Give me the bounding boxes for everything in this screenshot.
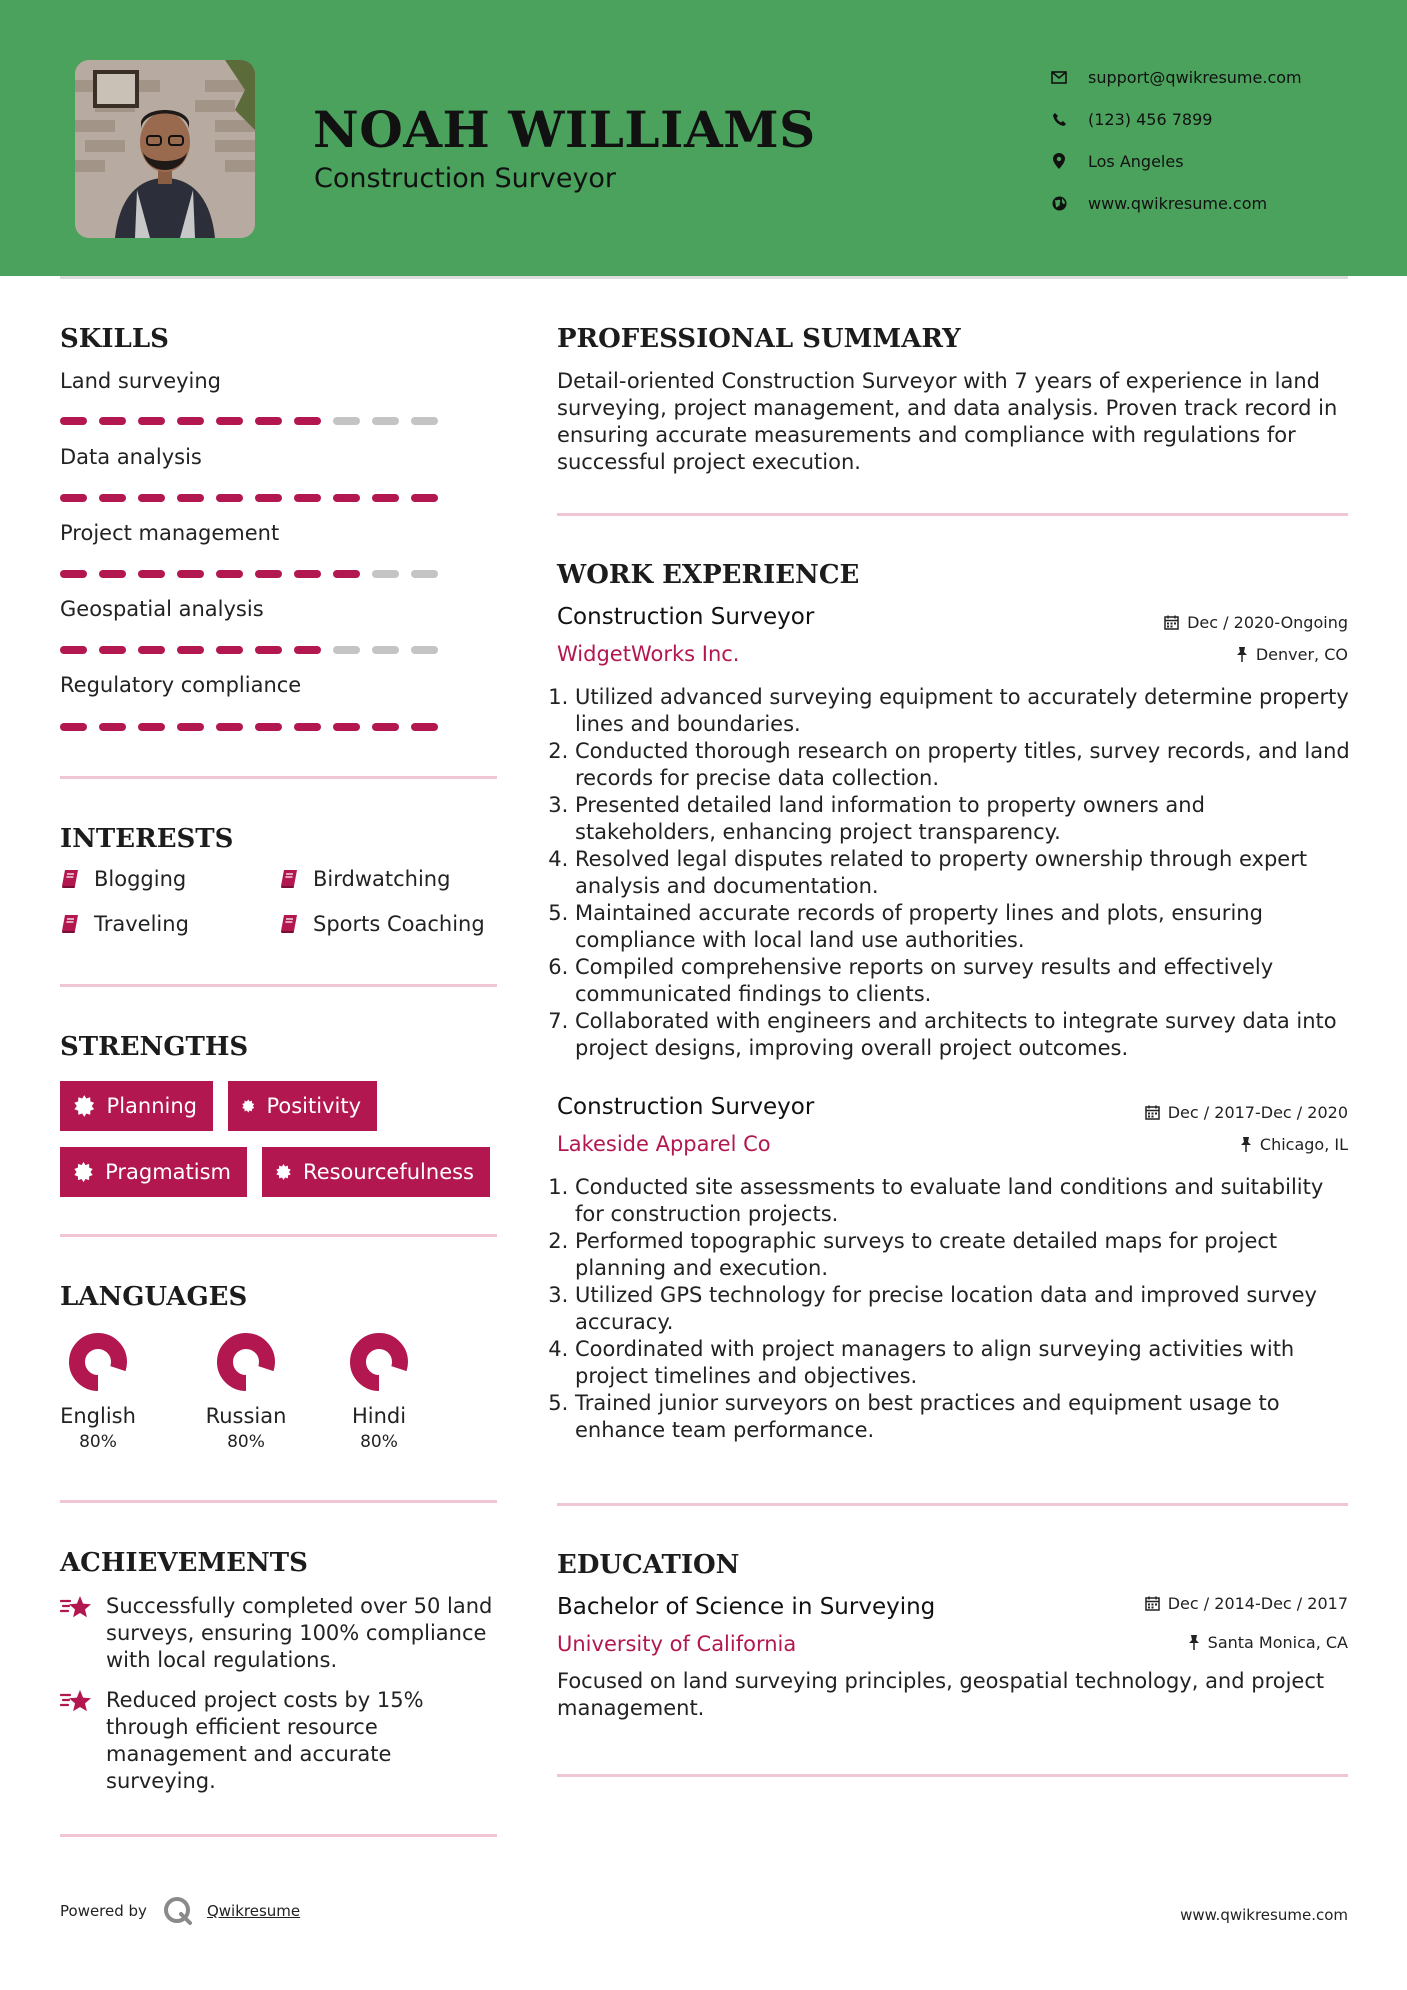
contact-website-text: www.qwikresume.com [1088, 193, 1268, 213]
skills-heading: SKILLS [60, 324, 169, 354]
interest-item [279, 912, 485, 936]
pushpin-icon [1240, 1137, 1252, 1152]
skill-name: Geospatial analysis [60, 597, 264, 621]
contact-email-text: support@qwikresume.com [1088, 67, 1302, 87]
achievement-text: Successfully completed over 50 land surveys, ensuring 100% compliance with local regulations. [106, 1594, 493, 1672]
language-ring-arc [358, 1341, 400, 1383]
education-dates [1145, 1594, 1348, 1613]
skill-dash [372, 417, 399, 425]
achievement-item [60, 1687, 500, 1795]
skill-name: Regulatory compliance [60, 673, 302, 697]
job-title: Construction Surveyor [557, 1094, 815, 1120]
duty-item: 4. Coordinated with project managers to align surveying activities with project timelines and objectives. [575, 1336, 1352, 1390]
skill-dash [294, 570, 321, 578]
summary-text: Detail-oriented Construction Surveyor with 7 years of experience in land surveying, project management, and data analysis. Proven track record in ensuring accurate measurements and compliance with regulations for successful project execution. [557, 369, 1338, 474]
skill-dash [60, 723, 87, 731]
contact-location-text: Los Angeles [1088, 151, 1184, 171]
skill-dash [333, 723, 360, 731]
section-divider [60, 1234, 497, 1237]
interests-heading: INTERESTS [60, 824, 234, 854]
section-divider [557, 513, 1348, 516]
skill-rating [60, 723, 450, 731]
language-ring-arc [225, 1341, 267, 1383]
strength-label: Planning [106, 1094, 197, 1118]
duty-item: 5. Trained junior surveyors on best practices and equipment usage to enhance team performance. [575, 1390, 1352, 1444]
duty-item: 5. Maintained accurate records of property lines and plots, ensuring compliance with local land use authorities. [575, 900, 1352, 954]
education-heading: EDUCATION [557, 1550, 740, 1580]
profile-photo [75, 60, 255, 238]
skill-dash [60, 417, 87, 425]
duty-item: 2. Conducted thorough research on property titles, survey records, and land records for precise data collection. [575, 738, 1352, 792]
skill-dash [99, 417, 126, 425]
calendar-icon [1145, 1596, 1160, 1611]
duty-item: 3. Presented detailed land information to property owners and stakeholders, enhancing project transparency. [575, 792, 1352, 846]
language-ring [214, 1330, 278, 1394]
badge-star-icon [276, 1161, 291, 1183]
skill-dash [294, 494, 321, 502]
language-ring-arc [77, 1341, 119, 1383]
company-name: Lakeside Apparel Co [557, 1132, 771, 1156]
strengths-heading: STRENGTHS [60, 1032, 249, 1062]
skill-dash [333, 494, 360, 502]
skill-dash [333, 417, 360, 425]
skill-dash [138, 494, 165, 502]
skill-dash [294, 723, 321, 731]
header-divider [60, 276, 1348, 279]
skill-dash [255, 417, 282, 425]
job-duties [557, 1174, 1352, 1444]
achievement-star-icon [60, 1689, 92, 1715]
contact-phone[interactable] [1050, 98, 1302, 140]
skill-dash [294, 417, 321, 425]
badge-star-icon [74, 1095, 95, 1117]
achievements-heading: ACHIEVEMENTS [60, 1548, 308, 1578]
skill-dash [177, 646, 204, 654]
skill-dash [138, 570, 165, 578]
education-description: Focused on land surveying principles, geospatial technology, and project management. [557, 1669, 1325, 1720]
duty-item: 3. Utilized GPS technology for precise location data and improved survey accuracy. [575, 1282, 1352, 1336]
globe-icon [1050, 194, 1068, 212]
interest-item [279, 867, 450, 891]
book-icon [279, 914, 299, 934]
duty-item: 6. Compiled comprehensive reports on survey results and effectively communicated findings to clients. [575, 954, 1352, 1008]
section-divider [60, 1500, 497, 1503]
qwikresume-link[interactable]: Qwikresume [206, 1902, 301, 1920]
section-divider [60, 776, 497, 779]
skill-dash [177, 570, 204, 578]
summary-heading: PROFESSIONAL SUMMARY [557, 324, 961, 354]
job-dates-text: Dec / 2017-Dec / 2020 [1167, 1103, 1348, 1122]
contact-email[interactable] [1050, 56, 1302, 98]
skill-dash [372, 723, 399, 731]
school-name: University of California [557, 1632, 797, 1656]
language-name: Russian [205, 1404, 287, 1428]
job-dates [1145, 1103, 1348, 1122]
skill-dash [60, 646, 87, 654]
badge-star-icon [242, 1095, 254, 1117]
skill-name: Data analysis [60, 445, 202, 469]
contact-location [1050, 140, 1302, 182]
skill-rating [60, 417, 450, 425]
job-location-text: Denver, CO [1255, 645, 1348, 664]
book-icon [60, 869, 80, 889]
achievement-star-icon [60, 1595, 92, 1621]
education-location [1188, 1633, 1348, 1652]
skill-dash [99, 723, 126, 731]
languages-heading: LANGUAGES [60, 1282, 248, 1312]
language-percent: 80% [360, 1432, 398, 1452]
language-item [324, 1330, 434, 1452]
skill-dash [138, 646, 165, 654]
language-ring [347, 1330, 411, 1394]
skill-dash [255, 723, 282, 731]
skill-dash [411, 723, 438, 731]
section-divider [60, 984, 497, 987]
job-location [1240, 1135, 1348, 1154]
job-duties [557, 684, 1352, 1062]
skill-dash [411, 570, 438, 578]
skill-dash [216, 417, 243, 425]
section-divider [557, 1503, 1348, 1506]
skill-rating [60, 646, 450, 654]
skill-dash [138, 723, 165, 731]
contact-website[interactable] [1050, 182, 1302, 224]
experience-heading: WORK EXPERIENCE [557, 560, 860, 590]
skill-dash [372, 494, 399, 502]
job-dates-text: Dec / 2020-Ongoing [1187, 613, 1348, 632]
skill-dash [333, 646, 360, 654]
interest-item [60, 912, 189, 936]
section-divider [60, 1834, 497, 1837]
skill-dash [216, 723, 243, 731]
candidate-name: NOAH WILLIAMS [313, 100, 816, 159]
skill-dash [372, 646, 399, 654]
skill-dash [216, 494, 243, 502]
qwikresume-logo-icon [163, 1896, 193, 1926]
skill-dash [333, 570, 360, 578]
duty-item: 1. Utilized advanced surveying equipment to accurately determine property lines and boundaries. [575, 684, 1352, 738]
degree-title: Bachelor of Science in Surveying [557, 1594, 936, 1620]
language-item [191, 1330, 301, 1452]
skill-name: Project management [60, 521, 280, 545]
interest-label: Birdwatching [313, 867, 451, 891]
job-title: Construction Surveyor [557, 604, 815, 630]
strength-badge [60, 1147, 247, 1197]
strength-badge [262, 1147, 490, 1197]
achievement-item [60, 1593, 500, 1674]
language-item [43, 1330, 153, 1452]
skill-dash [99, 570, 126, 578]
book-icon [60, 914, 80, 934]
skill-dash [294, 646, 321, 654]
interest-label: Blogging [94, 867, 187, 891]
skill-dash [99, 494, 126, 502]
phone-icon [1050, 110, 1068, 128]
language-percent: 80% [227, 1432, 265, 1452]
section-divider [557, 1774, 1348, 1777]
envelope-icon [1050, 68, 1068, 86]
skill-dash [60, 570, 87, 578]
duty-item: 4. Resolved legal disputes related to property ownership through expert analysis and documentation. [575, 846, 1352, 900]
book-icon [279, 869, 299, 889]
candidate-role: Construction Surveyor [314, 163, 617, 194]
skill-dash [177, 723, 204, 731]
language-name: Hindi [351, 1404, 407, 1428]
location-pin-icon [1050, 152, 1068, 170]
education-dates-text: Dec / 2014-Dec / 2017 [1167, 1594, 1348, 1613]
duty-item: 7. Collaborated with engineers and architects to integrate survey data into project designs, improving overall project outcomes. [575, 1008, 1352, 1062]
strength-badge [60, 1081, 213, 1131]
skill-dash [177, 417, 204, 425]
language-ring [66, 1330, 130, 1394]
skill-dash [138, 417, 165, 425]
skill-dash [216, 570, 243, 578]
skill-dash [99, 646, 126, 654]
skill-dash [372, 570, 399, 578]
strength-label: Pragmatism [105, 1160, 231, 1184]
interest-item [60, 867, 186, 891]
strength-badge [228, 1081, 377, 1131]
language-name: English [60, 1404, 136, 1428]
duty-item: 2. Performed topographic surveys to create detailed maps for project planning and execution. [575, 1228, 1352, 1282]
pushpin-icon [1236, 647, 1248, 662]
badge-star-icon [74, 1161, 93, 1183]
contact-phone-text: (123) 456 7899 [1088, 109, 1213, 129]
strength-label: Resourcefulness [303, 1160, 474, 1184]
skill-dash [411, 494, 438, 502]
skill-dash [216, 646, 243, 654]
skill-name: Land surveying [60, 369, 222, 393]
skill-dash [177, 494, 204, 502]
calendar-icon [1164, 615, 1179, 630]
interest-label: Traveling [94, 912, 189, 936]
powered-by-text: Powered by [60, 1902, 147, 1920]
job-dates [1164, 613, 1348, 632]
skill-rating [60, 570, 450, 578]
duty-item: 1. Conducted site assessments to evaluate land conditions and suitability for construction projects. [575, 1174, 1352, 1228]
calendar-icon [1145, 1105, 1160, 1120]
skill-dash [255, 646, 282, 654]
footer-powered-by [60, 1896, 300, 1926]
skill-dash [255, 570, 282, 578]
interest-label: Sports Coaching [313, 912, 485, 936]
education-location-text: Santa Monica, CA [1207, 1633, 1348, 1652]
skill-dash [255, 494, 282, 502]
job-location-text: Chicago, IL [1259, 1135, 1348, 1154]
achievement-text: Reduced project costs by 15% through efficient resource management and accurate surveying. [106, 1688, 424, 1793]
skill-rating [60, 494, 450, 502]
contact-list [1050, 56, 1302, 224]
language-percent: 80% [79, 1432, 117, 1452]
job-location [1236, 645, 1348, 664]
footer-website[interactable]: www.qwikresume.com [1180, 1906, 1348, 1924]
pushpin-icon [1188, 1635, 1200, 1650]
strength-label: Positivity [266, 1094, 361, 1118]
skill-dash [411, 417, 438, 425]
company-name: WidgetWorks Inc. [557, 642, 740, 666]
skill-dash [60, 494, 87, 502]
skill-dash [411, 646, 438, 654]
